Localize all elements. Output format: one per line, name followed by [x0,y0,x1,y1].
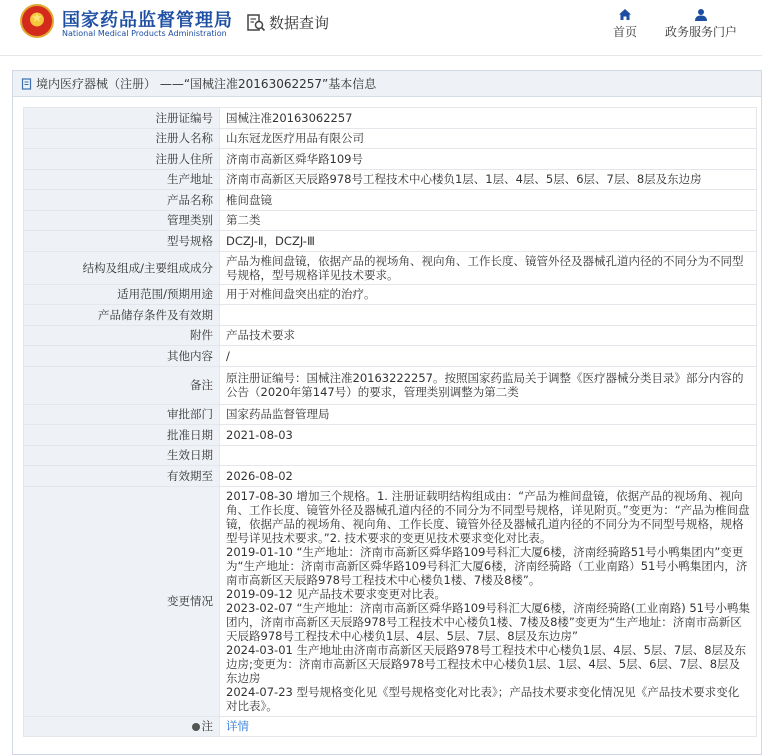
note-value-cell [220,716,757,737]
document-icon [21,78,33,90]
change-entry: 2024-03-01 生产地址由济南市高新区天辰路978号工程技术中心楼负1层、4层、5层、7层、8层及东边房;变更为：济南市高新区天辰路978号工程技术中心楼负1层、1层、4层、5层、6层、7层、8层及东边房 [226,643,747,685]
field-label: 产品名称 [24,190,220,211]
field-value: DCZJ-Ⅱ，DCZJ-Ⅲ [220,231,757,252]
field-value: 用于对椎间盘突出症的治疗。 [220,284,757,305]
nav-home-label: 首页 [612,25,637,39]
field-value: 第二类 [220,210,757,231]
national-emblem-logo [20,4,54,38]
table-row [24,445,757,466]
field-value: 2021-08-03 [220,425,757,446]
change-entry: 2017-08-30 增加三个规格。1. 注册证载明结构组成由：“产品为椎间盘镜，依据产品的视场角、视向角、工作长度、镜管外径及器械孔道内径的不同分为不同型号规格，详见附页。”变更为：“产品为椎间盘镜，依据产品的视场角、视向角、工作长度、镜管外径及器械孔道内径的不同分为不同型号规格，规格型号详见技术要求。”2. 技术要求的变更见技术要求变化对比表。 [226,489,750,545]
table-row [24,404,757,425]
home-icon [618,8,632,21]
table-row [24,486,757,716]
change-entry: 2023-02-07 “生产地址：济南市高新区舜华路109号科汇大厦6楼，济南经骑路(工业南路) 51号小鸭集团内，济南市高新区天辰路978号工程技术中心楼负1楼、7楼及8楼”变更为“生产地址：济南市高新区天辰路978号工程技术中心楼负1层、4层、5层、7层、8层及东边房” [226,601,750,643]
field-label: 批准日期 [24,425,220,446]
table-row [24,149,757,170]
field-value [220,445,757,466]
field-value: 国家药品监督管理局 [220,404,757,425]
field-label: 注册人住所 [24,149,220,170]
field-label: 管理类别 [24,210,220,231]
document-search-icon [246,14,266,32]
table-row [24,210,757,231]
field-label: 变更情况 [24,486,220,716]
field-value: 产品为椎间盘镜，依据产品的视场角、视向角、工作长度、镜管外径及器械孔道内径的不同分为不同型号规格，型号规格详见技术要求。 [220,251,757,284]
field-label: 审批部门 [24,404,220,425]
field-value: 山东冠龙医疗用品有限公司 [220,128,757,149]
field-label: 适用范围/预期用途 [24,284,220,305]
table-row [24,466,757,487]
field-value [220,305,757,326]
field-label: 注册证编号 [24,108,220,129]
change-entry: 2019-01-10 “生产地址：济南市高新区舜华路109号科汇大厦6楼，济南经骑路51号小鸭集团内”变更为“生产地址：济南市高新区舜华路109号科汇大厦6楼，济南经骑路（工业南路）51号小鸭集团内，济南市高新区天辰路978号工程技术中心楼负1楼、7楼及8楼”。 [226,545,748,587]
field-label: 生效日期 [24,445,220,466]
brand-subtitle: National Medical Products Administration [62,29,227,38]
field-label: 其他内容 [24,346,220,367]
field-label: 生产地址 [24,169,220,190]
field-value: 产品技术要求 [220,325,757,346]
field-label: 备注 [24,366,220,404]
user-icon [694,8,708,21]
panel-title-bar [13,71,761,97]
pin-icon [192,723,200,731]
field-label: 型号规格 [24,231,220,252]
table-row [24,716,757,737]
panel-title: 境内医疗器械（注册） ——“国械注准20163062257”基本信息 [36,77,377,91]
changes-list [220,486,757,716]
table-row [24,284,757,305]
table-row [24,325,757,346]
field-value: 原注册证编号：国械注准20163222257。按照国家药监局关于调整《医疗器械分类目录》部分内容的公告（2020年第147号）的要求，管理类别调整为第二类 [220,366,757,404]
field-value: 济南市高新区天辰路978号工程技术中心楼负1层、1层、4层、5层、6层、7层、8层及东边房 [220,169,757,190]
nav-home[interactable] [605,8,645,40]
details-link[interactable]: 详情 [226,719,249,734]
brand-title: 国家药品监督管理局 [62,10,233,31]
field-label: 注册人名称 [24,128,220,149]
field-label: 注 [201,719,213,734]
detail-panel [12,70,762,755]
change-entry: 2019-09-12 见产品技术要求变更对比表。 [226,587,446,601]
field-label: 产品储存条件及有效期 [24,305,220,326]
table-row [24,128,757,149]
site-header [0,0,762,56]
table-row [24,108,757,129]
field-value: 2026-08-02 [220,466,757,487]
table-row [24,346,757,367]
table-row [24,425,757,446]
field-value: 椎间盘镜 [220,190,757,211]
table-row [24,169,757,190]
field-value: 济南市高新区舜华路109号 [220,149,757,170]
field-label: 附件 [24,325,220,346]
field-label: 有效期至 [24,466,220,487]
field-label: 结构及组成/主要组成成分 [24,251,220,284]
table-row [24,305,757,326]
table-row [24,366,757,404]
note-label-cell [24,716,220,737]
info-table [23,107,757,737]
table-row [24,231,757,252]
nav-gov-label: 政务服务门户 [664,25,737,39]
nav-gov-service-portal[interactable] [660,8,742,40]
field-value: 国械注准20163062257 [220,108,757,129]
table-row [24,251,757,284]
change-entry: 2024-07-23 型号规格变化见《型号规格变化对比表》；产品技术要求变化情况见《产品技术要求变化对比表》。 [226,685,740,713]
data-query-link[interactable] [246,12,329,33]
field-value: / [220,346,757,367]
data-query-label: 数据查询 [269,14,330,32]
table-row [24,190,757,211]
